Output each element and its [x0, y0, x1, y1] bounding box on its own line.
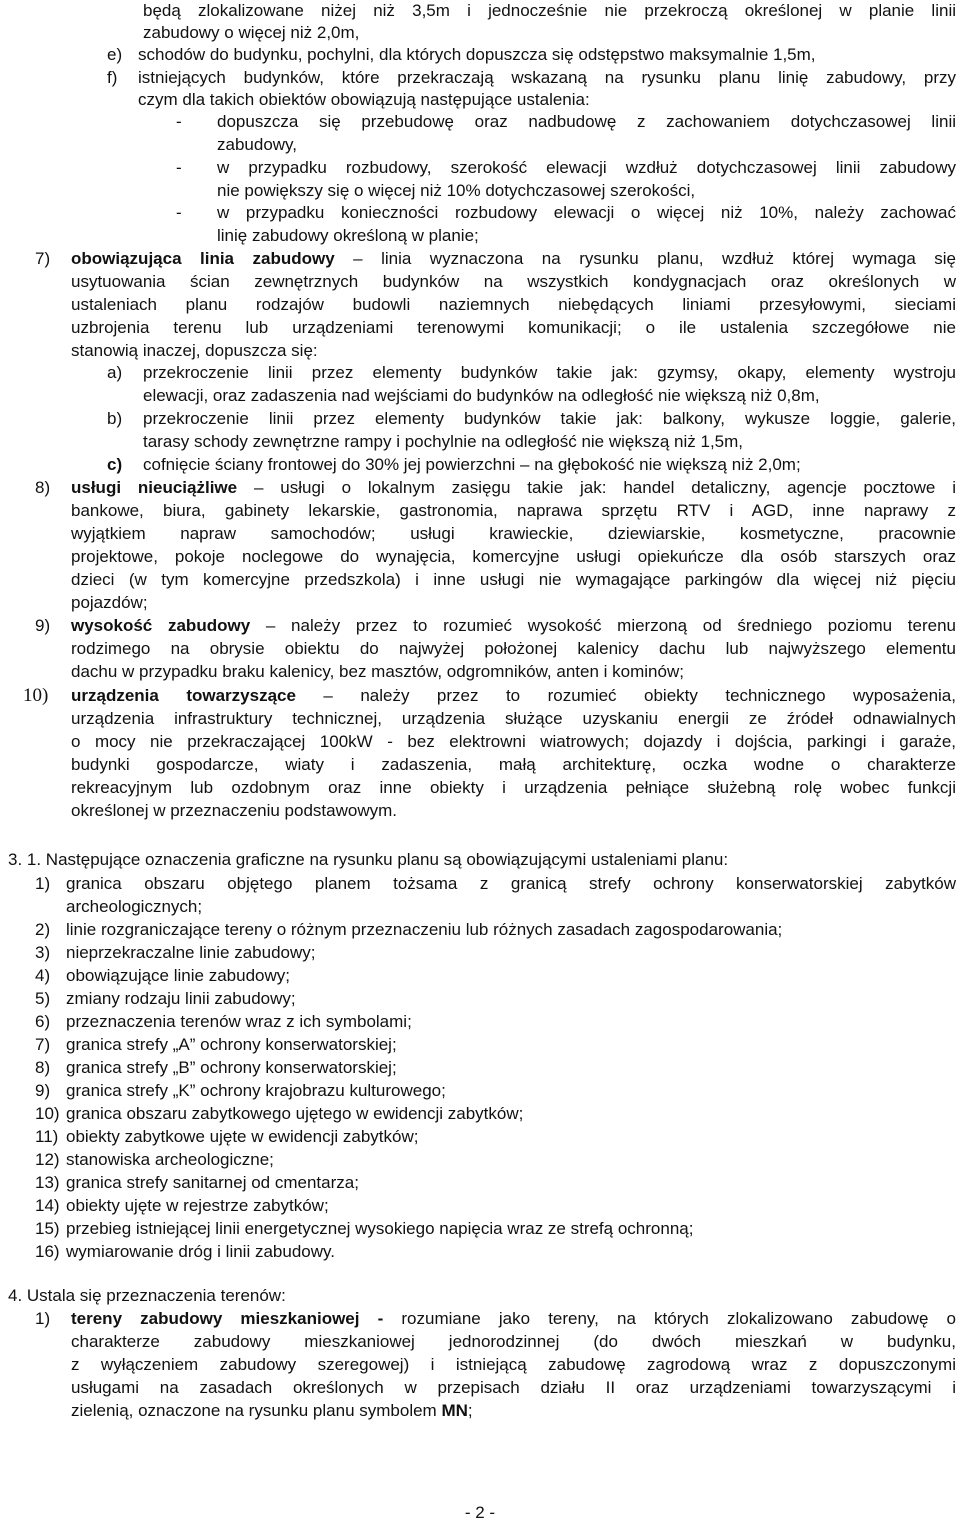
definition-line [71, 477, 956, 499]
section-heading: 3. 1. Następujące oznaczenia graficzne na rysunku planu są obowiązującymi ustaleniami planu: [8, 850, 729, 869]
list-item-text: cofnięcie ściany frontowej do 30% jej powierzchni – na głębokość nie większą niż 2,0m; [143, 455, 801, 474]
list-item-text: granica strefy sanitarnej od cmentarza; [66, 1173, 359, 1192]
list-item-text: stanowiska archeologiczne; [66, 1150, 274, 1169]
list-marker: a) [107, 363, 123, 382]
paragraph-line: z wyłączeniem zabudowy szeregowej) i istniejącą zabudowę zagrodową wraz z dopuszczonymi [71, 1355, 956, 1374]
list-marker: 5) [35, 989, 51, 1008]
paragraph-line: rekreacyjnym lub ozdobnym oraz inne obiekty i urządzenia pełniące służebną rolę wobec funkcji [71, 778, 956, 797]
list-marker: 2) [35, 920, 51, 939]
list-item-text: nie powiększy się o więcej niż 10% dotychczasowej szerokości, [217, 181, 696, 200]
list-item-text: zmiany rodzaju linii zabudowy; [66, 989, 296, 1008]
list-item-text: czym dla takich obiektów obowiązują następujące ustalenia: [138, 90, 590, 109]
defined-term: wysokość zabudowy [71, 616, 251, 635]
paragraph-line: charakterze zabudowy mieszkaniowej jednorodzinnej (do dwóch mieszkań w budynku, [71, 1332, 956, 1351]
dash-marker: - [176, 112, 182, 131]
paragraph-text: zielenią, oznaczone na rysunku planu symbolem [71, 1401, 437, 1420]
list-marker: 10) [23, 685, 49, 706]
paragraph-line: wyjątkiem napraw samochodów; usługi krawieckie, dziewiarskie, kosmetyczne, pracownie [71, 524, 956, 543]
list-item-text: granica obszaru zabytkowego ujętego w ewidencji zabytków; [66, 1104, 524, 1123]
paragraph-line: stanowią inaczej, dopuszcza się: [71, 341, 318, 360]
list-item-text: obowiązujące linie zabudowy; [66, 966, 290, 985]
list-item-text: schodów do budynku, pochylni, dla których dopuszcza się odstępstwo maksymalnie 1,5m, [138, 45, 816, 64]
list-item-text: istniejących budynków, które przekraczają wskazaną na rysunku planu linię zabudowy, przy [138, 68, 956, 87]
list-marker: 10) [35, 1104, 60, 1123]
dash-marker: - [176, 203, 182, 222]
paragraph-line: usługami na zasadach określonych w przepisach działu II oraz urządzeniami towarzyszącymi i [71, 1378, 956, 1397]
list-marker: 11) [35, 1127, 59, 1146]
list-item-text: dopuszcza się przebudowę oraz nadbudowę z zachowaniem dotychczasowej linii [217, 112, 956, 131]
list-marker: 9) [35, 616, 51, 635]
page-number: - 2 - [464, 1503, 496, 1522]
list-marker: 14) [35, 1196, 60, 1215]
list-item-text: granica strefy „A” ochrony konserwatorskiej; [66, 1035, 397, 1054]
list-marker: 13) [35, 1173, 60, 1192]
list-item-text: tarasy schody zewnętrzne rampy i pochylnie na odległość nie większą niż 1,5m, [143, 432, 744, 451]
list-item-text: obiekty ujęte w rejestrze zabytków; [66, 1196, 329, 1215]
definition-line [71, 615, 956, 637]
list-item-text: w przypadku konieczności rozbudowy elewacji o więcej niż 10%, należy zachować [217, 203, 956, 222]
list-item-text: granica strefy „B” ochrony konserwatorskiej; [66, 1058, 397, 1077]
list-item-text: zabudowy, [217, 135, 298, 154]
paragraph-line: urządzenia infrastruktury technicznej, urządzenia służące uzyskaniu energii ze źródeł odnawialnych [71, 709, 956, 728]
list-item-text: obiekty zabytkowe ujęte w ewidencji zabytków; [66, 1127, 419, 1146]
paragraph-line: projektowe, pokoje noclegowe do wynajęcia, komercyjne usługi opiekuńcze dla osób starszych oraz [71, 547, 956, 566]
paragraph-line: usytuowania ścian zewnętrznych budynków na wszystkich kondygnacjach oraz określonych w [71, 272, 956, 291]
list-item-text: granica strefy „K” ochrony krajobrazu kulturowego; [66, 1081, 446, 1100]
list-marker: 9) [35, 1081, 51, 1100]
list-marker: 1) [35, 1309, 51, 1328]
paragraph-line: uzbrojenia terenu lub urządzeniami terenowymi komunikacji; o ile ustalenia szczegółowe nie [71, 318, 956, 337]
list-item-text: elewacji, oraz zadaszenia nad wejściami do budynków na odległość nie większą niż 0,8m, [143, 386, 820, 405]
paragraph-line: rodzimego na obrysie obiektu do najwyżej położonej kalenicy dachu lub najwyższego elementu [71, 639, 956, 658]
paragraph-line: określonej w przeznaczeniu podstawowym. [71, 801, 397, 820]
defined-term: usługi nieuciążliwe [71, 478, 238, 497]
list-marker: 8) [35, 1058, 51, 1077]
list-item-text: linie rozgraniczające tereny o różnym przeznaczeniu lub różnych zasadach zagospodarowania; [66, 920, 783, 939]
list-item-text: przekroczenie linii przez elementy budynków takie jak: balkony, wykusze loggie, galerie, [143, 409, 956, 428]
list-marker: f) [107, 68, 118, 87]
definition-line [71, 685, 956, 707]
paragraph-line [71, 1400, 473, 1422]
list-marker: 3) [35, 943, 51, 962]
list-marker: 7) [35, 249, 51, 268]
list-item-text: granica obszaru objętego planem tożsama z granicą strefy ochrony konserwatorskiej zabytków [66, 874, 956, 893]
defined-term: tereny zabudowy mieszkaniowej - [71, 1309, 384, 1328]
list-item-text: przeznaczenia terenów wraz z ich symbolami; [66, 1012, 412, 1031]
definition-line [71, 248, 956, 270]
list-item-text: przebieg istniejącej linii energetycznej wysokiego napięcia wraz ze strefą ochronną; [66, 1219, 694, 1238]
defined-term: obowiązująca linia zabudowy [71, 249, 335, 268]
paragraph-line: będą zlokalizowane niżej niż 3,5m i jednocześnie nie przekroczą określonej w planie linii [143, 1, 956, 20]
list-marker: b) [107, 409, 123, 428]
list-item-text: w przypadku rozbudowy, szerokość elewacji wzdłuż dotychczasowej linii zabudowy [217, 158, 956, 177]
paragraph-line: pojazdów; [71, 593, 148, 612]
list-marker: 8) [35, 478, 51, 497]
paragraph-line: dachu w przypadku braku kalenicy, bez masztów, odgromników, anten i kominów; [71, 662, 684, 681]
definition-text: – linia wyznaczona na rysunku planu, wzdłuż której wymaga się [353, 249, 956, 268]
paragraph-line: ustaleniach planu rodzajów budowli naziemnych niebędących liniami przesyłowymi, sieciami [71, 295, 956, 314]
dash-marker: - [176, 158, 182, 177]
list-marker: c) [107, 455, 123, 474]
definition-text: – należy przez to rozumieć wysokość mierzoną od średniego poziomu terenu [265, 616, 956, 635]
list-marker: 6) [35, 1012, 51, 1031]
paragraph-line: zabudowy o więcej niż 2,0m, [143, 23, 360, 42]
paragraph-line: o mocy nie przekraczającej 100kW - bez elektrowni wiatrowych; dojazdy i dojścia, parkingi i garaże, [71, 732, 956, 751]
list-item-text: wymiarowanie dróg i linii zabudowy. [66, 1242, 335, 1261]
list-item-text: archeologicznych; [66, 897, 203, 916]
defined-term: urządzenia towarzyszące [71, 686, 296, 705]
section-heading: 4. Ustala się przeznaczenia terenów: [8, 1286, 286, 1305]
definition-text: – usługi o lokalnym zasięgu takie jak: handel detaliczny, agencje pocztowe i [253, 478, 956, 497]
list-item-text: linię zabudowy określoną w planie; [217, 226, 479, 245]
list-item-text: nieprzekraczalne linie zabudowy; [66, 943, 316, 962]
zone-symbol: MN [441, 1401, 468, 1420]
terminator: ; [467, 1401, 473, 1420]
paragraph-line: dzieci (w tym komercyjne przedszkola) i inne usługi nie wymagające parkingów dla więcej niż pięciu [71, 570, 956, 589]
list-marker: 12) [35, 1150, 60, 1169]
list-marker: 4) [35, 966, 51, 985]
definition-text: rozumiane jako tereny, na których zlokalizowano zabudowę o [401, 1309, 956, 1328]
list-marker: 16) [35, 1242, 60, 1261]
list-marker: 7) [35, 1035, 51, 1054]
list-item-text: przekroczenie linii przez elementy budynków takie jak: gzymsy, okapy, elementy wystroju [143, 363, 956, 382]
list-marker: 1) [35, 874, 51, 893]
paragraph-line: bankowe, biura, gabinety lekarskie, gastronomia, naprawa sprzętu RTV i AGD, inne naprawy z [71, 501, 956, 520]
list-marker: 15) [35, 1219, 60, 1238]
definition-text: – należy przez to rozumieć obiekty technicznego wyposażenia, [323, 686, 956, 705]
paragraph-line: budynki gospodarcze, wiaty i zadaszenia, małą architekturę, oczka wodne o charakterze [71, 755, 956, 774]
definition-line [71, 1308, 956, 1330]
list-marker: e) [107, 45, 123, 64]
